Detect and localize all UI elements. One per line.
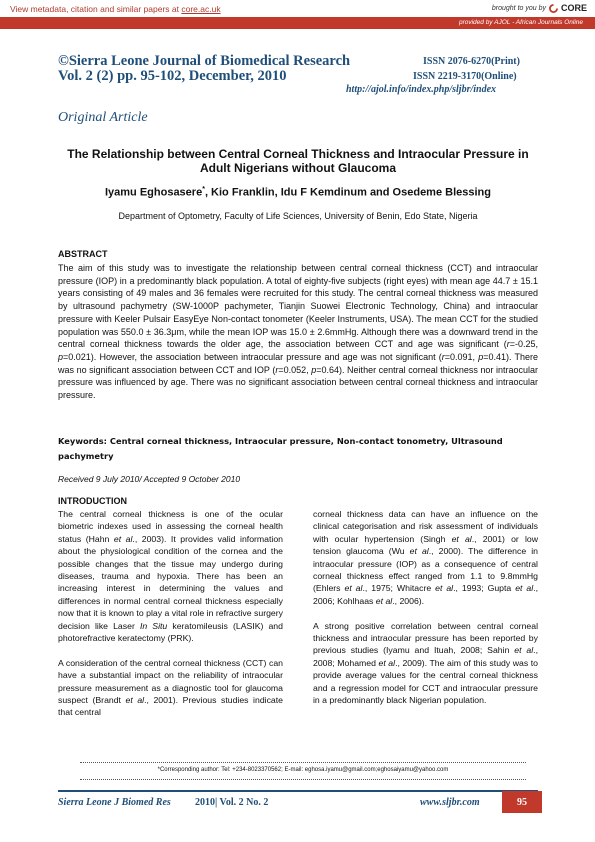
footer-journal: Sierra Leone J Biomed Res: [58, 797, 171, 808]
abstract-body: [58, 262, 538, 402]
stat-r: r: [275, 364, 279, 375]
issn-online: ISSN 2219-3170(Online): [413, 71, 517, 82]
core-brought-by-text: brought to you by: [491, 4, 546, 12]
text: ., 1993; Gupta: [453, 583, 516, 594]
stat-p: p: [478, 351, 484, 362]
text: ., 2009). The aim of this study was to provide average values for the central corneal thickness and a regression model for CCT and intraocular pressure in a predominantly black Nigerian population.: [313, 657, 539, 706]
corresponding-mark: *: [202, 186, 205, 193]
stat-r: r: [441, 351, 445, 362]
stat-r: r: [506, 339, 510, 350]
core-logo-text: CORE: [560, 3, 587, 13]
et-al: et al: [514, 645, 534, 656]
text: corneal thickness data can have an influence on the clinical categorisation and risk assessment of individuals with ocular hypertension (Singh: [313, 509, 538, 544]
core-metadata-link[interactable]: [10, 4, 221, 14]
text: ., 2006).: [392, 595, 425, 606]
text: ., 2001). Previous studies indicate that central: [58, 695, 284, 718]
et-al: et al: [378, 657, 396, 668]
footnote-rule-bottom: [80, 779, 526, 780]
text: ., 2008; Mohamed: [313, 645, 538, 668]
abstract-text: =0.64). Neither central corneal thickness nor intraocular pressure was influenced by age. There was no significant association between central corneal thickness and intraocular pressure.: [58, 364, 538, 401]
et-al: et al: [435, 583, 454, 594]
paragraph: [58, 508, 283, 644]
abstract-text: =-0.25,: [509, 339, 538, 350]
stat-p: p: [58, 351, 64, 362]
core-banner: [0, 0, 595, 30]
text: A strong positive correlation between central corneal thickness and intraocular pressure has been reported by previous studies (Iyamu and Ituah, 2008; Sahin: [313, 620, 538, 656]
author-list: [58, 186, 538, 199]
affiliation: Department of Optometry, Faculty of Life Sciences, University of Benin, Edo State, Nigeria: [118, 211, 478, 221]
core-logo-icon: [549, 4, 558, 13]
text: A consideration of the central corneal thickness (CCT) can have a substantial impact on the reliability of intraocular pressure measurement as a diagnostic tool for glaucoma suspect (Brandt: [58, 657, 283, 706]
journal-volume: Vol. 2 (2) pp. 95-102, December, 2010: [58, 68, 287, 84]
paragraph: [313, 620, 538, 707]
et-al: et al: [515, 583, 534, 594]
paragraph: [58, 657, 283, 719]
et-al: et al: [409, 546, 429, 557]
paragraph: [313, 508, 538, 607]
et-al: et al: [113, 533, 133, 544]
text: ., 2006; Kohlhaas: [313, 583, 539, 606]
core-link-prefix: View metadata, citation and similar papers at: [10, 4, 182, 14]
abstract-text: =0.052,: [278, 364, 312, 375]
page-number: 95: [502, 791, 542, 813]
abstract-text: The aim of this study was to investigate the relationship between central corneal thickness (CCT) and intraocular pressure (IOP) in a predominantly black population. A total of eighty-five subjects (right eyes) with mean age 44.7 ± 15.1 years consisting of 49 males and 36 females were recruited for this study. The central corneal thickness was measured by ultrasound pachymetry (SW-1000P pachymeter, Tianjin Suowei Electronic Technology, China) and intraocular pressure with Keeler Pulsair EasyEye Non-contact tonometer (Keeler Instruments, USA). The mean CCT for the studied population was 550.0 ± 36.3μm, while the mean IOP was 15.0 ± 2.6mmHg. Although there was a downward trend in the central corneal thickness towards the older age, the association between CCT and age was significant (: [58, 263, 538, 350]
et-al: et al: [125, 695, 145, 706]
corresponding-author-note: *Corresponding author: Tel: +234-8023370562; E-mail: eghosa.iyamu@gmail.com;eghosaiyamu@yahoo.com: [157, 767, 449, 773]
text: ., 2000). The difference in intraocular pressure (IOP) as a consequence of central corneal thickness effect ranged from 1.1 to 9.8mmHg (Ehlers: [313, 546, 538, 594]
core-link-domain[interactable]: core.ac.uk: [181, 4, 221, 14]
text: The central corneal thickness is one of the ocular biometric indexes used in assessing the corneal health status (Hahn: [58, 509, 283, 544]
abstract-text: =0.41). There was no significant association between CCT and IOP (: [58, 351, 539, 375]
issn-print: ISSN 2076-6270(Print): [423, 56, 520, 67]
body-column-left: [58, 508, 283, 731]
footer-website[interactable]: www.sljbr.com: [420, 797, 480, 808]
footer-rule: [58, 790, 538, 792]
author-first: Iyamu Eghosasere: [104, 186, 203, 199]
abstract-heading: ABSTRACT: [58, 249, 108, 259]
footer-volume: 2010| Vol. 2 No. 2: [195, 797, 269, 808]
abstract-text: =0.091,: [444, 351, 479, 362]
keywords: Keywords: Central corneal thickness, Intraocular pressure, Non-contact tonometry, Ultrasound pachymetry: [58, 436, 503, 461]
introduction-heading: INTRODUCTION: [58, 496, 127, 506]
core-provided-by[interactable]: provided by AJOL - African Journals Online: [458, 19, 583, 26]
received-dates: Received 9 July 2010/ Accepted 9 October 2010: [58, 474, 241, 484]
in-situ: In Situ: [139, 620, 168, 631]
journal-title: ©Sierra Leone Journal of Biomedical Research: [58, 53, 351, 69]
journal-url[interactable]: http://ajol.info/index.php/sljbr/index: [346, 84, 497, 95]
author-others: , Kio Franklin, Idu F Kemdinum and Osedeme Blessing: [204, 186, 491, 199]
text: ., 2003). It provides valid information about the physiological condition of the cornea and the possible changes that the tissue may undergo during diseases, trauma and hypoxia. There has been an increasing interest in determining the values and differences in normal central corneal thickness especially now that it is known to play a vital role in refractive surgery decision like Laser: [58, 533, 283, 631]
et-al: et al: [375, 595, 393, 606]
et-al: et al: [344, 583, 363, 594]
text: ., 1975; Whitacre: [362, 583, 436, 594]
core-brought-by[interactable]: [492, 3, 587, 13]
text: ., 2001) or low tension glaucoma (Wu: [313, 533, 539, 557]
body-column-right: [313, 508, 538, 719]
abstract-text: =0.021). However, the association between intraocular pressure and age was not significant (: [63, 351, 442, 362]
footnote-rule-top: [80, 762, 526, 763]
article-title: The Relationship between Central Corneal Thickness and Intraocular Pressure in Adult Nigerians without Glaucoma: [67, 147, 529, 175]
text: keratomileusis (LASIK) and photorefractive keratectomy (PRK).: [58, 620, 283, 644]
stat-p: p: [311, 364, 317, 375]
article-type: Original Article: [58, 110, 148, 125]
et-al: et al: [451, 533, 472, 544]
